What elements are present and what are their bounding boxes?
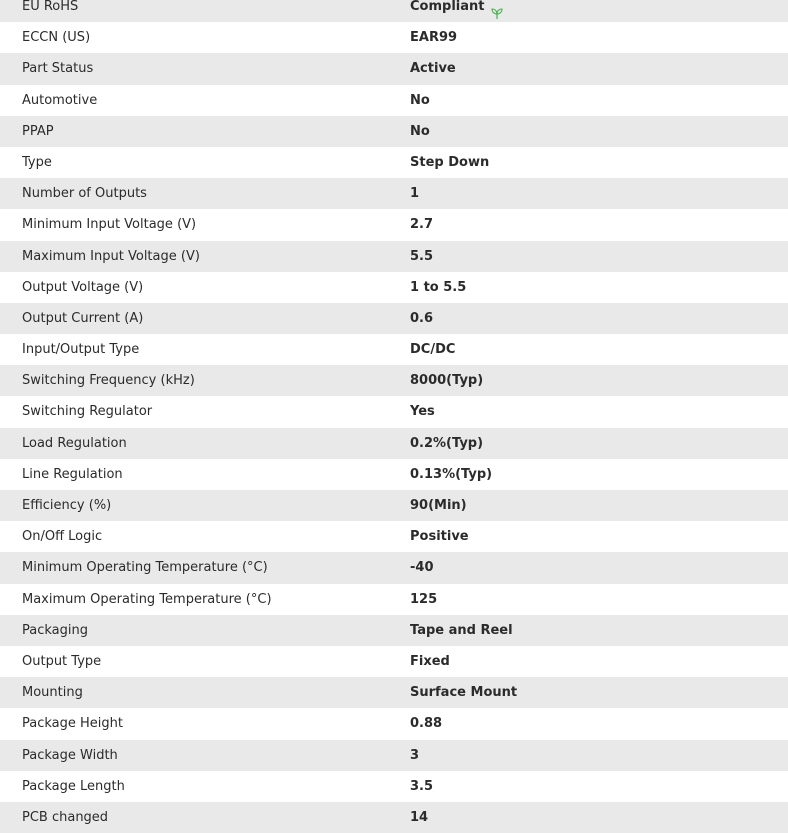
table-row	[0, 646, 788, 677]
spec-value	[410, 209, 433, 240]
spec-value	[410, 552, 434, 583]
spec-label: Minimum Input Voltage (V)	[22, 217, 197, 233]
spec-value-text: Surface Mount	[410, 685, 518, 701]
spec-label: Input/Output Type	[22, 342, 140, 358]
table-row	[0, 303, 788, 334]
spec-value-text: 8000(Typ)	[410, 373, 484, 389]
spec-label: Package Height	[22, 716, 123, 732]
spec-value	[410, 459, 492, 490]
table-row	[0, 116, 788, 147]
table-row	[0, 85, 788, 116]
spec-value	[410, 490, 467, 521]
table-row	[0, 552, 788, 583]
spec-label: EU RoHS	[22, 0, 79, 14]
spec-label: On/Off Logic	[22, 529, 103, 545]
table-row	[0, 771, 788, 802]
spec-label: Mounting	[22, 685, 83, 701]
spec-label: Package Width	[22, 747, 118, 763]
table-row	[0, 428, 788, 459]
spec-value	[410, 22, 457, 53]
table-row	[0, 0, 788, 22]
spec-value-text: 3.5	[410, 778, 434, 794]
spec-value	[410, 708, 442, 739]
spec-value	[410, 147, 489, 178]
table-row	[0, 241, 788, 272]
spec-label: Package Length	[22, 778, 125, 794]
spec-label: Output Type	[22, 653, 102, 669]
spec-label: Type	[22, 154, 52, 170]
spec-label: Maximum Input Voltage (V)	[22, 248, 200, 264]
spec-value	[410, 272, 466, 303]
table-row	[0, 22, 788, 53]
spec-value	[410, 365, 483, 396]
table-row	[0, 396, 788, 427]
spec-label: Line Regulation	[22, 466, 123, 482]
table-row	[0, 708, 788, 739]
table-row	[0, 521, 788, 552]
spec-label: Output Voltage (V)	[22, 279, 144, 295]
spec-label: Packaging	[22, 622, 88, 638]
spec-value-text: 125	[410, 591, 438, 607]
spec-value-text: 90(Min)	[410, 498, 467, 513]
spec-value-text: 14	[410, 809, 429, 825]
spec-value-text: Tape and Reel	[410, 622, 513, 638]
spec-value	[410, 802, 428, 833]
spec-label: Maximum Operating Temperature (°C)	[22, 591, 272, 607]
spec-value	[410, 303, 433, 334]
spec-label: Efficiency (%)	[22, 498, 112, 513]
spec-value	[410, 178, 419, 209]
spec-value-text: 1	[410, 186, 420, 202]
spec-value	[410, 646, 450, 677]
spec-value	[410, 428, 483, 459]
spec-value	[410, 85, 430, 116]
spec-value-text: 5.5	[410, 248, 434, 264]
spec-label: Load Regulation	[22, 435, 127, 451]
spec-value-text: No	[410, 92, 430, 108]
spec-value-text: 0.13%(Typ)	[410, 466, 493, 482]
spec-value-text: 1 to 5.5	[410, 279, 467, 295]
spec-value-text: Yes	[410, 404, 435, 420]
spec-value	[410, 615, 513, 646]
table-row	[0, 677, 788, 708]
spec-label: ECCN (US)	[22, 30, 91, 46]
spec-value-text: DC/DC	[410, 342, 456, 358]
spec-value	[410, 771, 433, 802]
table-row	[0, 209, 788, 240]
spec-label: PCB changed	[22, 809, 109, 825]
spec-label: Switching Regulator	[22, 404, 153, 420]
table-row	[0, 740, 788, 771]
spec-label: Part Status	[22, 61, 94, 77]
spec-value	[410, 53, 456, 84]
table-row	[0, 802, 788, 833]
spec-value-text: 2.7	[410, 217, 434, 233]
spec-value	[410, 334, 455, 365]
spec-value-text: 0.88	[410, 716, 443, 732]
table-row	[0, 178, 788, 209]
spec-value-text: Compliant	[410, 0, 485, 14]
spec-value	[410, 396, 435, 427]
spec-value	[410, 0, 504, 22]
table-row	[0, 459, 788, 490]
spec-value-text: 0.6	[410, 310, 434, 326]
spec-label: Output Current (A)	[22, 310, 144, 326]
spec-value-text: No	[410, 123, 430, 139]
spec-value-text: Active	[410, 61, 456, 77]
table-row	[0, 584, 788, 615]
table-row	[0, 615, 788, 646]
spec-value-text: 0.2%(Typ)	[410, 435, 484, 451]
spec-value-text: 3	[410, 747, 420, 763]
spec-value	[410, 584, 437, 615]
spec-value	[410, 521, 469, 552]
spec-value	[410, 116, 430, 147]
spec-value-text: -40	[410, 560, 434, 576]
table-row	[0, 334, 788, 365]
spec-label: PPAP	[22, 123, 54, 139]
table-row	[0, 272, 788, 303]
spec-label: Minimum Operating Temperature (°C)	[22, 560, 268, 576]
spec-label: Number of Outputs	[22, 186, 147, 202]
spec-value-text: Positive	[410, 529, 469, 545]
table-row	[0, 490, 788, 521]
spec-label: Switching Frequency (kHz)	[22, 373, 195, 389]
leaf-icon	[490, 1, 504, 13]
spec-value-text: Step Down	[410, 154, 490, 170]
spec-value	[410, 677, 517, 708]
spec-value-text: Fixed	[410, 653, 450, 669]
table-row	[0, 365, 788, 396]
spec-value-text: EAR99	[410, 30, 458, 46]
table-row	[0, 53, 788, 84]
spec-value	[410, 740, 419, 771]
spec-label: Automotive	[22, 92, 98, 108]
table-row	[0, 147, 788, 178]
spec-value	[410, 241, 433, 272]
